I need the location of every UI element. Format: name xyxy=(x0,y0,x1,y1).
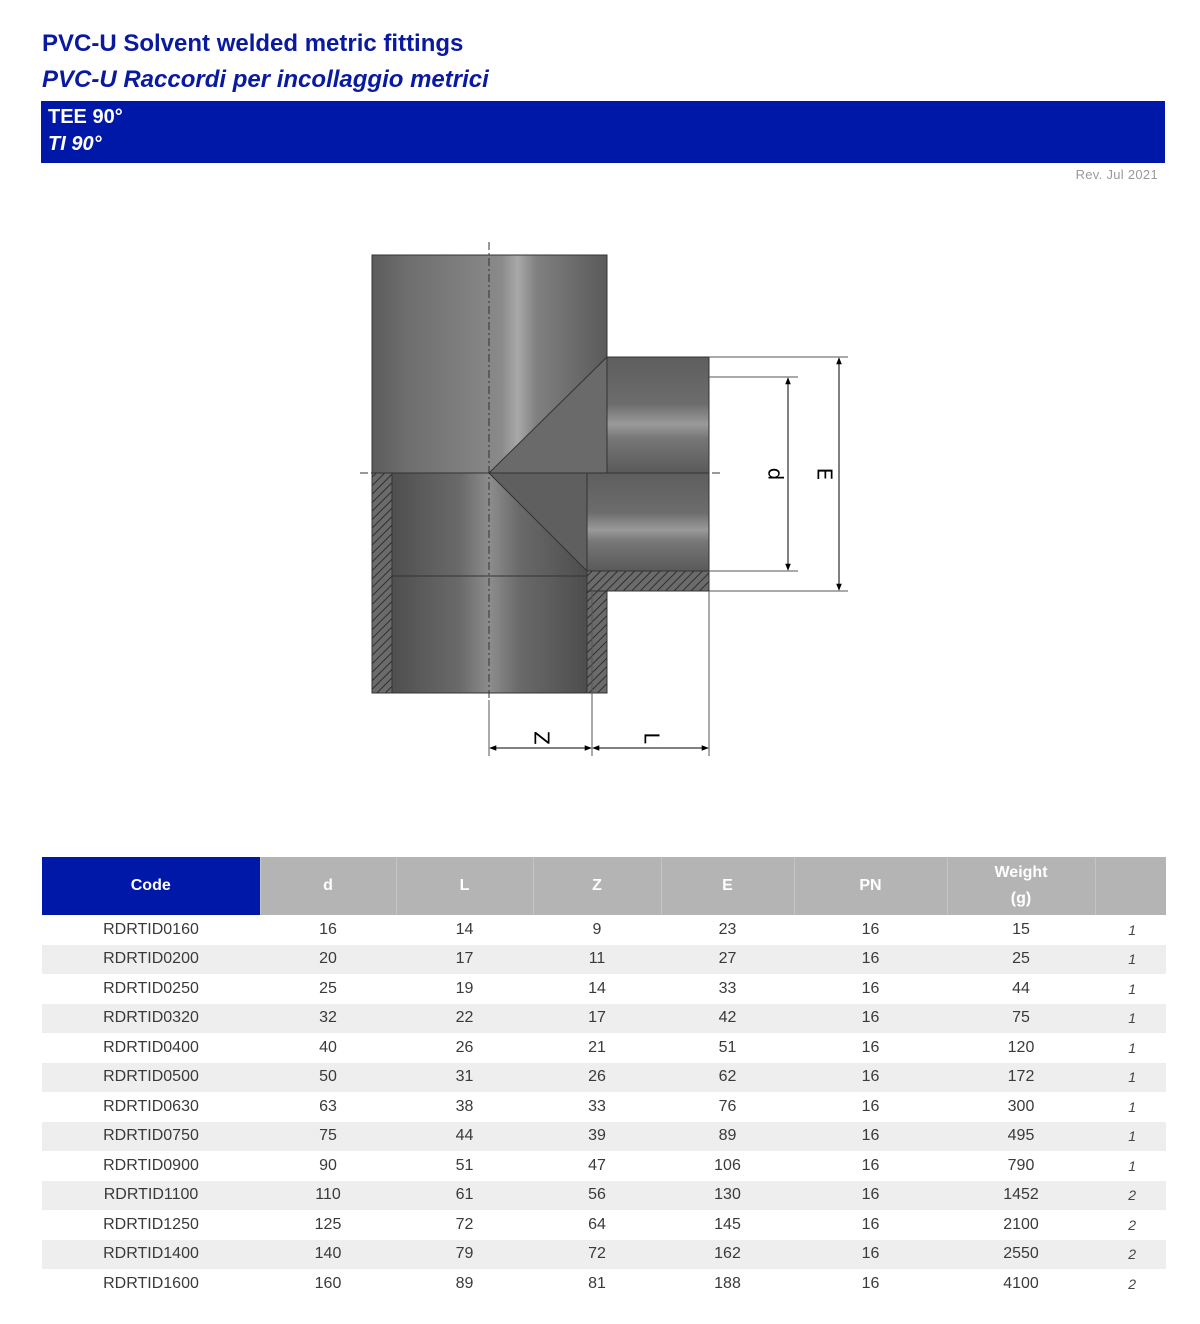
cell-pn: 16 xyxy=(861,1097,880,1115)
cell-e: 188 xyxy=(714,1274,741,1292)
cell-l: 17 xyxy=(396,945,533,975)
table-header-row xyxy=(42,857,1166,915)
table-row xyxy=(42,1181,1166,1211)
table-row xyxy=(42,1122,1166,1152)
cell-l: 19 xyxy=(455,979,474,997)
cell-l: 38 xyxy=(455,1097,474,1115)
table-row xyxy=(42,1240,1166,1270)
cell-e: 162 xyxy=(661,1240,794,1270)
cell-e: 89 xyxy=(661,1122,794,1152)
cell-l: 72 xyxy=(455,1215,474,1233)
revision-label: Rev. Jul 2021 xyxy=(1075,167,1158,182)
cell-note: 2 xyxy=(1128,1275,1136,1292)
cell-code: RDRTID0630 xyxy=(103,1097,199,1115)
cell-weight: 1452 xyxy=(947,1181,1095,1211)
cell-code: RDRTID0500 xyxy=(42,1063,260,1093)
product-name-italian: TI 90° xyxy=(48,133,102,155)
table-row xyxy=(42,1033,1166,1063)
cell-d: 110 xyxy=(260,1181,396,1211)
cell-d: 90 xyxy=(319,1156,337,1174)
column-header-note xyxy=(1095,857,1166,915)
cell-d: 75 xyxy=(260,1122,396,1152)
cell-note: 2 xyxy=(1095,1181,1166,1211)
cell-code: RDRTID1100 xyxy=(42,1181,260,1211)
cell-weight: 495 xyxy=(947,1122,1095,1152)
cell-code: RDRTID0200 xyxy=(42,945,260,975)
cell-d: 32 xyxy=(260,1004,396,1034)
dimension-label-e: E xyxy=(812,467,837,481)
cell-l: 26 xyxy=(455,1038,474,1056)
cell-pn: 16 xyxy=(794,1181,947,1211)
cell-e: 42 xyxy=(661,1004,794,1034)
cell-pn: 16 xyxy=(861,979,880,997)
cell-note: 2 xyxy=(1095,1240,1166,1270)
cell-z: 56 xyxy=(533,1181,661,1211)
cell-code: RDRTID1250 xyxy=(103,1215,199,1233)
table-row xyxy=(42,1063,1166,1093)
cell-d: 140 xyxy=(260,1240,396,1270)
cell-note: 1 xyxy=(1128,1157,1136,1174)
cell-z: 47 xyxy=(588,1156,606,1174)
table-row xyxy=(42,1269,1166,1299)
cell-code: RDRTID0900 xyxy=(103,1156,199,1174)
cell-e: 62 xyxy=(661,1063,794,1093)
cell-pn: 16 xyxy=(794,1122,947,1152)
table-row xyxy=(42,1210,1166,1240)
cell-note: 2 xyxy=(1128,1216,1136,1233)
cell-weight: 4100 xyxy=(1003,1274,1039,1292)
product-band xyxy=(41,101,1165,163)
cell-z: 17 xyxy=(533,1004,661,1034)
weight-header-line1: Weight xyxy=(994,864,1048,881)
table-row xyxy=(42,974,1166,1004)
cell-z: 72 xyxy=(533,1240,661,1270)
table-row xyxy=(42,1092,1166,1122)
cell-l: 79 xyxy=(396,1240,533,1270)
cell-weight: 172 xyxy=(947,1063,1095,1093)
dimension-label-z: Z xyxy=(529,731,554,745)
cell-pn: 16 xyxy=(861,920,880,938)
column-header-e: E xyxy=(661,857,794,915)
cell-z: 21 xyxy=(588,1038,606,1056)
product-name: TEE 90° xyxy=(48,106,123,128)
cell-code: RDRTID0320 xyxy=(42,1004,260,1034)
cell-l: 61 xyxy=(396,1181,533,1211)
page-title: PVC-U Solvent welded metric fittings xyxy=(42,30,464,57)
cell-weight: 300 xyxy=(1007,1097,1035,1115)
page-subtitle: PVC-U Raccordi per incollaggio metrici xyxy=(42,66,489,93)
cell-e: 130 xyxy=(661,1181,794,1211)
cell-note: 1 xyxy=(1128,1039,1136,1056)
cell-pn: 16 xyxy=(861,1038,880,1056)
cell-code: RDRTID0250 xyxy=(103,979,199,997)
cell-weight: 120 xyxy=(1007,1038,1035,1056)
cell-e: 145 xyxy=(714,1215,741,1233)
cell-code: RDRTID0400 xyxy=(103,1038,199,1056)
cell-note: 1 xyxy=(1095,945,1166,975)
cell-note: 1 xyxy=(1095,1122,1166,1152)
cell-code: RDRTID1400 xyxy=(42,1240,260,1270)
cell-weight: 15 xyxy=(1012,920,1030,938)
column-header-weight xyxy=(947,857,1095,915)
column-header-code: Code xyxy=(42,857,260,915)
cell-l: 14 xyxy=(455,920,474,938)
cell-z: 64 xyxy=(588,1215,606,1233)
cell-e: 106 xyxy=(714,1156,741,1174)
cell-e: 27 xyxy=(661,945,794,975)
cell-note: 1 xyxy=(1128,921,1136,938)
cell-code: RDRTID1600 xyxy=(103,1274,199,1292)
cell-e: 33 xyxy=(718,979,737,997)
cell-weight: 790 xyxy=(1007,1156,1035,1174)
cell-l: 22 xyxy=(396,1004,533,1034)
cell-e: 76 xyxy=(718,1097,737,1115)
cell-weight: 25 xyxy=(947,945,1095,975)
column-header-pn: PN xyxy=(794,857,947,915)
cell-d: 16 xyxy=(319,920,337,938)
cell-note: 1 xyxy=(1095,1063,1166,1093)
weight-header-line2: (g) xyxy=(1010,890,1032,907)
dimensions-table xyxy=(42,857,1166,1299)
dimension-label-l: L xyxy=(639,732,664,744)
cell-l: 44 xyxy=(396,1122,533,1152)
table-row xyxy=(42,1004,1166,1034)
cell-weight: 2550 xyxy=(947,1240,1095,1270)
cell-d: 63 xyxy=(319,1097,337,1115)
cell-z: 39 xyxy=(533,1122,661,1152)
cell-pn: 16 xyxy=(861,1215,880,1233)
cell-z: 33 xyxy=(588,1097,606,1115)
table-row xyxy=(42,945,1166,975)
cell-l: 51 xyxy=(455,1156,474,1174)
cell-note: 1 xyxy=(1128,980,1136,997)
cell-d: 40 xyxy=(319,1038,337,1056)
cell-pn: 16 xyxy=(794,1004,947,1034)
cell-weight: 75 xyxy=(947,1004,1095,1034)
cell-e: 23 xyxy=(718,920,737,938)
cell-note: 1 xyxy=(1128,1098,1136,1115)
cell-pn: 16 xyxy=(794,1240,947,1270)
cell-pn: 16 xyxy=(861,1274,880,1292)
cell-z: 9 xyxy=(592,920,602,938)
cell-z: 26 xyxy=(533,1063,661,1093)
cell-d: 50 xyxy=(260,1063,396,1093)
cell-weight: 44 xyxy=(1012,979,1030,997)
cell-d: 125 xyxy=(314,1215,342,1233)
column-header-d: d xyxy=(260,857,396,915)
cell-note: 1 xyxy=(1095,1004,1166,1034)
column-header-z: Z xyxy=(533,857,661,915)
cell-code: RDRTID0750 xyxy=(42,1122,260,1152)
cell-d: 25 xyxy=(319,979,337,997)
table-row xyxy=(42,1151,1166,1181)
cell-z: 81 xyxy=(588,1274,606,1292)
tee-technical-drawing xyxy=(340,230,880,770)
cell-z: 14 xyxy=(588,979,606,997)
cell-l: 89 xyxy=(455,1274,474,1292)
column-header-l: L xyxy=(396,857,533,915)
cell-e: 51 xyxy=(718,1038,737,1056)
dimension-label-d: d xyxy=(763,467,788,481)
cell-pn: 16 xyxy=(794,945,947,975)
cell-z: 11 xyxy=(533,945,661,975)
cell-weight: 2100 xyxy=(1003,1215,1039,1233)
cell-l: 31 xyxy=(396,1063,533,1093)
cell-code: RDRTID0160 xyxy=(103,920,199,938)
cell-pn: 16 xyxy=(861,1156,880,1174)
cell-pn: 16 xyxy=(794,1063,947,1093)
table-row xyxy=(42,915,1166,945)
cell-d: 160 xyxy=(314,1274,342,1292)
cell-d: 20 xyxy=(260,945,396,975)
